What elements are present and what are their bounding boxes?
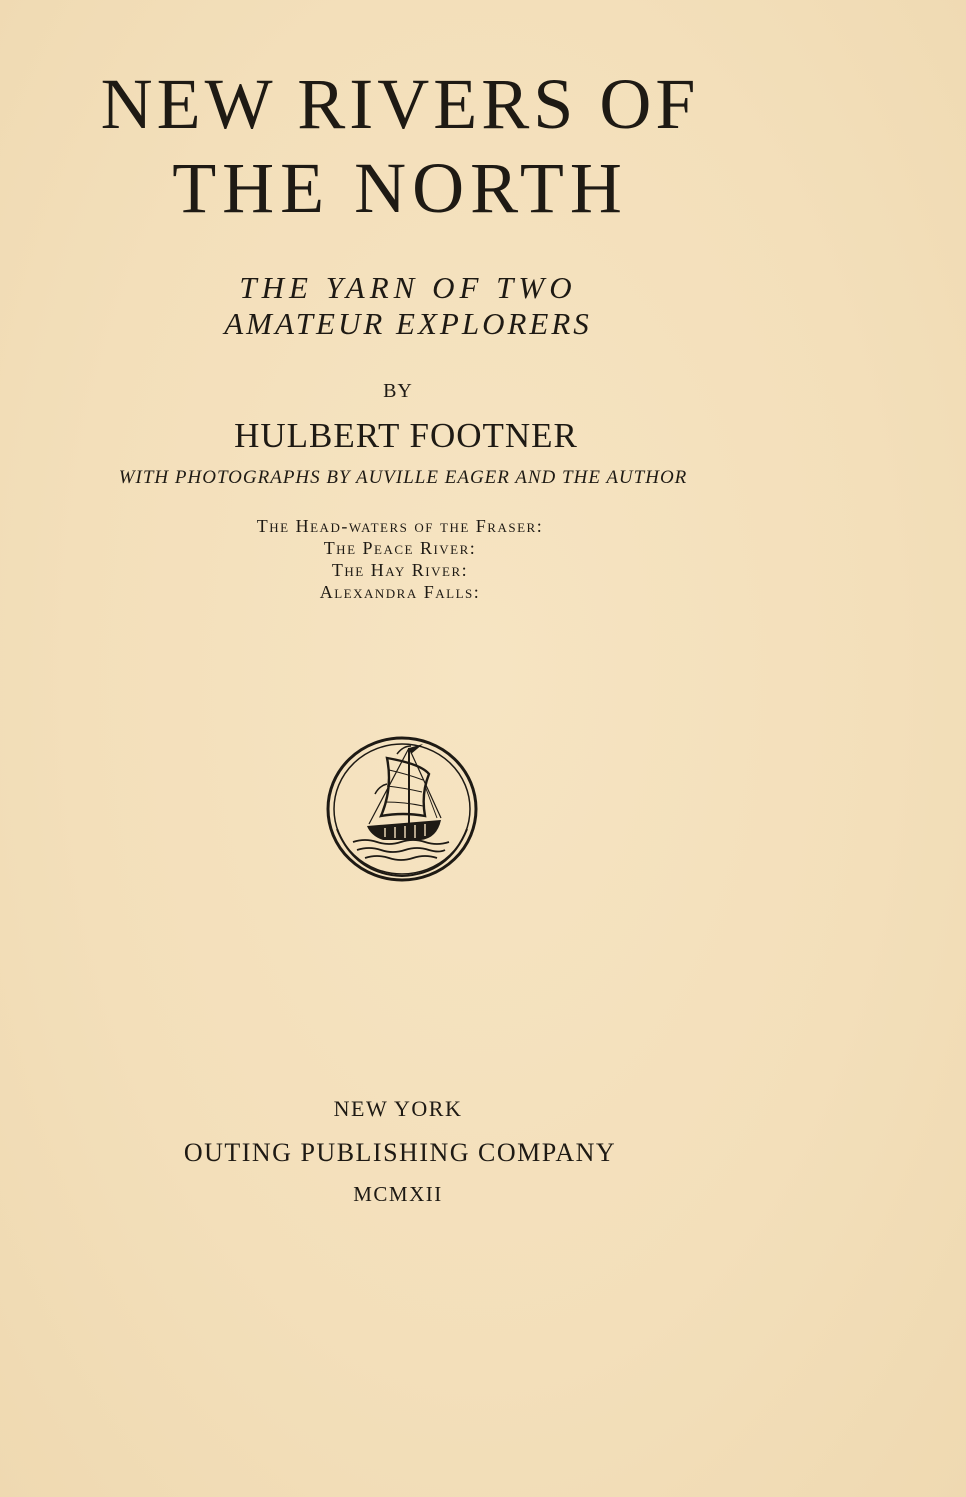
book-title-line-1: NEW RIVERS OF — [100, 64, 700, 144]
imprint-city: NEW YORK — [333, 1096, 463, 1121]
photographs-credit: WITH PHOTOGRAPHS BY AUVILLE EAGER AND THE AUTHOR — [118, 467, 688, 488]
contents-item: The Hay River: — [331, 560, 469, 580]
author-name: HULBERT FOOTNER — [234, 416, 578, 455]
imprint-year: MCMXII — [353, 1182, 443, 1206]
sailing-ship-emblem-icon — [325, 734, 479, 884]
by-label: BY — [383, 380, 413, 402]
imprint-publisher: OUTING PUBLISHING COMPANY — [183, 1138, 617, 1167]
contents-item: Alexandra Falls: — [319, 582, 481, 602]
contents-item: The Peace River: — [323, 538, 477, 558]
contents-item: The Head-waters of the Fraser: — [256, 516, 544, 536]
subtitle-line-2: AMATEUR EXPLORERS — [224, 306, 592, 341]
subtitle-line-1: THE YARN OF TWO — [239, 270, 577, 305]
contents-list — [0, 515, 800, 603]
book-title-line-2: THE NORTH — [172, 148, 628, 228]
